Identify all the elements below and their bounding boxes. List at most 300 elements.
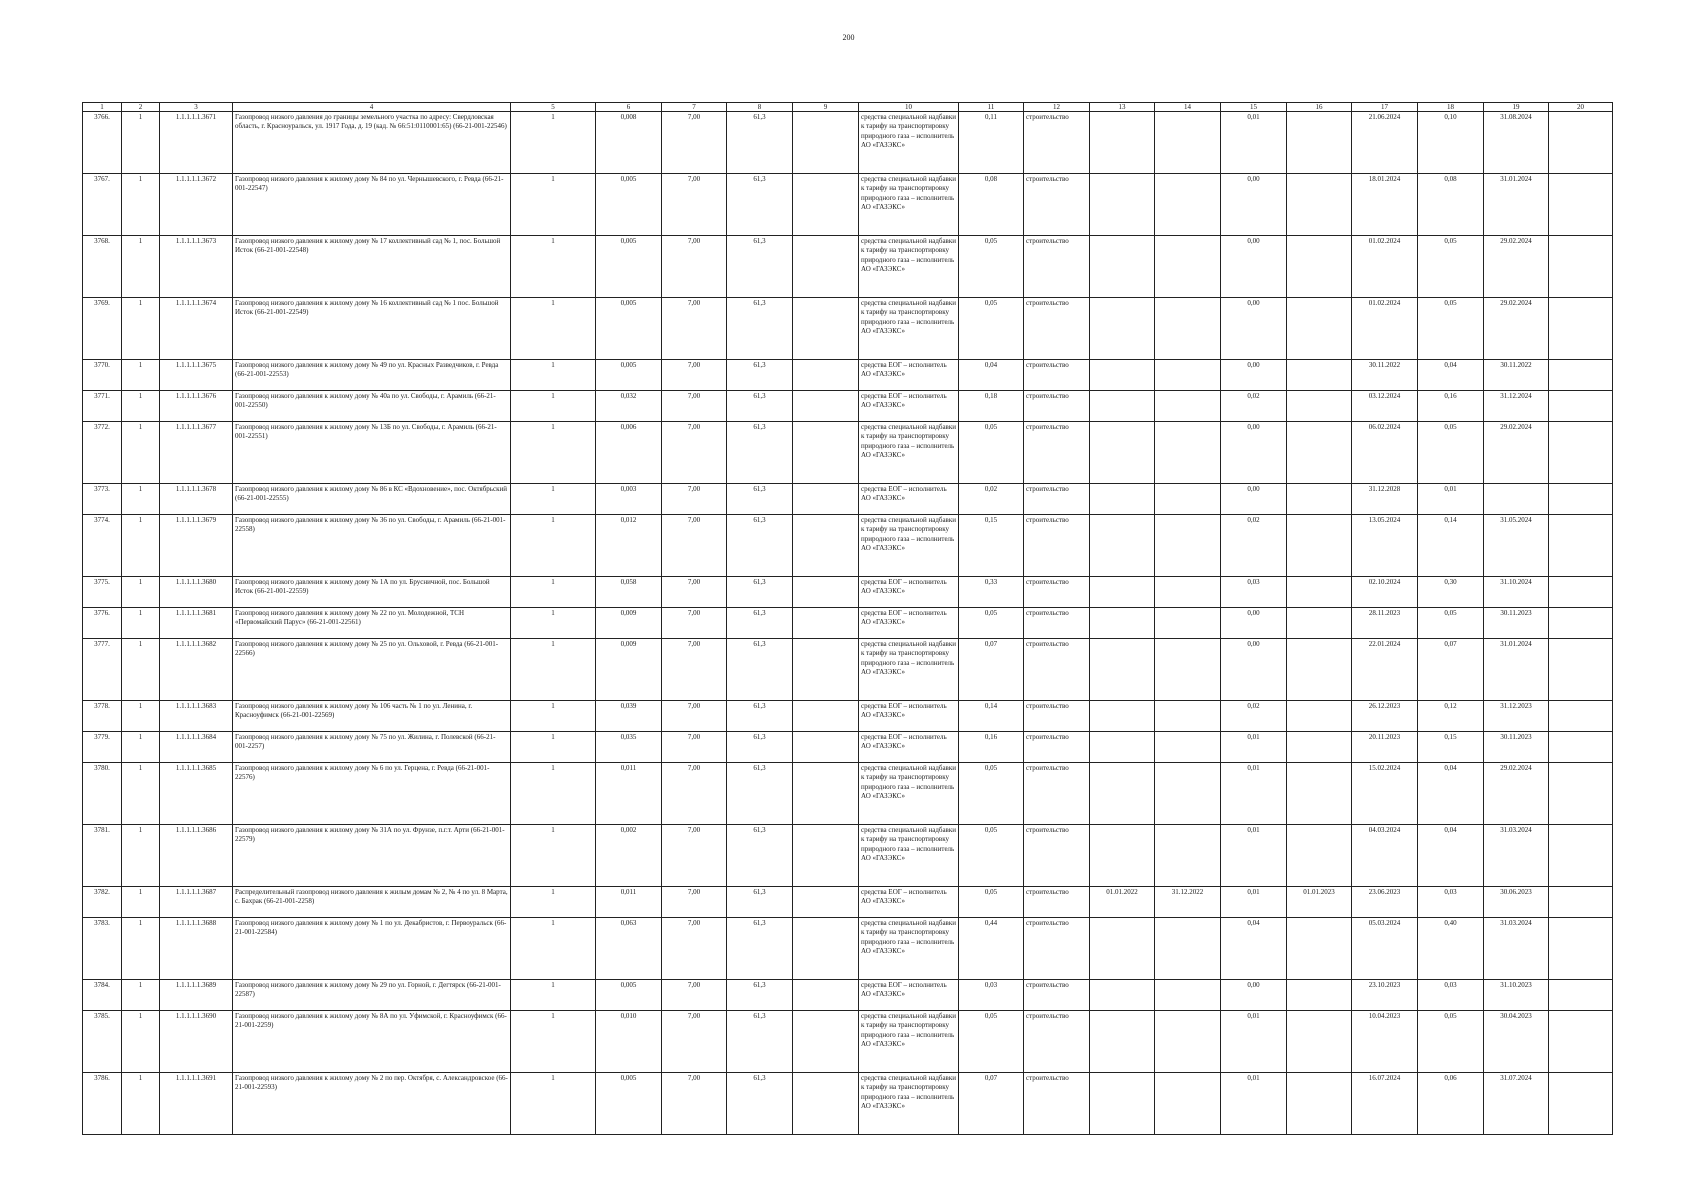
- object-description-cell: Газопровод низкого давления к жилому дому № 17 коллективный сад № 1, пос. Большой Исток (66-21-001-22548): [233, 236, 511, 298]
- row-number-cell: 3776.: [83, 608, 122, 639]
- cost-total-cell: 0,11: [959, 112, 1024, 174]
- pressure-cell: 7,00: [662, 1011, 727, 1073]
- cost-year-cell: 0,01: [1221, 1011, 1287, 1073]
- table-row: [83, 484, 1613, 515]
- completion-date-cell: 31.10.2024: [1484, 577, 1549, 608]
- col-2-cell: 1: [122, 639, 160, 701]
- table-row: [83, 980, 1613, 1011]
- completion-date-cell: 29.02.2024: [1484, 298, 1549, 360]
- start-date-cell: 01.01.2022: [1090, 887, 1155, 918]
- column-header-18: 18: [1418, 103, 1484, 112]
- col-2-cell: 1: [122, 112, 160, 174]
- start-date-2-cell: [1287, 732, 1352, 763]
- funding-source-cell: средства специальной надбавки к тарифу на транспортировку природного газа – исполнитель АО «ГАЗЭКС»: [859, 298, 959, 360]
- col-20-cell: [1549, 918, 1613, 980]
- item-code-cell: 1.1.1.1.1.3678: [160, 484, 233, 515]
- start-date-cell: [1090, 298, 1155, 360]
- item-code-cell: 1.1.1.1.1.3685: [160, 763, 233, 825]
- item-code-cell: 1.1.1.1.1.3674: [160, 298, 233, 360]
- table-row: [83, 577, 1613, 608]
- commission-date-cell: 23.10.2023: [1352, 980, 1418, 1011]
- item-code-cell: 1.1.1.1.1.3684: [160, 732, 233, 763]
- pressure-cell: 7,00: [662, 701, 727, 732]
- object-description-cell: Газопровод низкого давления к жилому дому № 16 коллективный сад № 1 пос. Большой Исток (66-21-001-22549): [233, 298, 511, 360]
- start-date-2-cell: [1287, 391, 1352, 422]
- funding-source-cell: средства ЕОГ – исполнитель АО «ГАЗЭКС»: [859, 577, 959, 608]
- page-number: 200: [842, 33, 855, 42]
- commission-date-cell: 31.12.2028: [1352, 484, 1418, 515]
- start-date-2-cell: [1287, 1073, 1352, 1135]
- col-2-cell: 1: [122, 732, 160, 763]
- commission-date-cell: 01.02.2024: [1352, 298, 1418, 360]
- work-type-cell: строительство: [1024, 918, 1090, 980]
- col-20-cell: [1549, 515, 1613, 577]
- object-description-cell: Газопровод низкого давления к жилому дому № 40а по ул. Свободы, г. Арамиль (66-21-001-22550): [233, 391, 511, 422]
- length-km-cell: 0,006: [596, 422, 662, 484]
- item-code-cell: 1.1.1.1.1.3677: [160, 422, 233, 484]
- item-code-cell: 1.1.1.1.1.3690: [160, 1011, 233, 1073]
- cost-year-cell: 0,00: [1221, 980, 1287, 1011]
- cost-remaining-cell: 0,16: [1418, 391, 1484, 422]
- col-5-cell: 1: [511, 515, 596, 577]
- col-20-cell: [1549, 701, 1613, 732]
- cost-total-cell: 0,05: [959, 236, 1024, 298]
- start-date-cell: [1090, 639, 1155, 701]
- col-2-cell: 1: [122, 236, 160, 298]
- cost-remaining-cell: 0,05: [1418, 1011, 1484, 1073]
- col-9-cell: [793, 639, 859, 701]
- cost-remaining-cell: 0,03: [1418, 980, 1484, 1011]
- work-type-cell: строительство: [1024, 887, 1090, 918]
- completion-date-cell: 31.01.2024: [1484, 639, 1549, 701]
- pressure-cell: 7,00: [662, 1073, 727, 1135]
- start-date-cell: [1090, 763, 1155, 825]
- col-5-cell: 1: [511, 608, 596, 639]
- pressure-cell: 7,00: [662, 825, 727, 887]
- commission-date-cell: 18.01.2024: [1352, 174, 1418, 236]
- object-description-cell: Газопровод низкого давления к жилому дому № 6 по ул. Герцена, г. Ревда (66-21-001-22576): [233, 763, 511, 825]
- col-5-cell: 1: [511, 763, 596, 825]
- end-date-cell: [1155, 360, 1221, 391]
- column-header-2: 2: [122, 103, 160, 112]
- cost-remaining-cell: 0,04: [1418, 763, 1484, 825]
- column-header-10: 10: [859, 103, 959, 112]
- column-header-14: 14: [1155, 103, 1221, 112]
- diameter-cell: 61,3: [727, 577, 793, 608]
- cost-total-cell: 0,33: [959, 577, 1024, 608]
- funding-source-cell: средства специальной надбавки к тарифу на транспортировку природного газа – исполнитель АО «ГАЗЭКС»: [859, 422, 959, 484]
- commission-date-cell: 10.04.2023: [1352, 1011, 1418, 1073]
- table-row: [83, 1011, 1613, 1073]
- diameter-cell: 61,3: [727, 639, 793, 701]
- col-9-cell: [793, 236, 859, 298]
- pressure-cell: 7,00: [662, 887, 727, 918]
- col-9-cell: [793, 174, 859, 236]
- length-km-cell: 0,063: [596, 918, 662, 980]
- funding-source-cell: средства специальной надбавки к тарифу на транспортировку природного газа – исполнитель АО «ГАЗЭКС»: [859, 112, 959, 174]
- col-20-cell: [1549, 360, 1613, 391]
- start-date-cell: [1090, 825, 1155, 887]
- col-2-cell: 1: [122, 298, 160, 360]
- commission-date-cell: 03.12.2024: [1352, 391, 1418, 422]
- column-header-3: 3: [160, 103, 233, 112]
- object-description-cell: Газопровод низкого давления к жилому дому № 1А по ул. Брусничной, пос. Большой Исток (66-21-001-22559): [233, 577, 511, 608]
- item-code-cell: 1.1.1.1.1.3689: [160, 980, 233, 1011]
- funding-source-cell: средства ЕОГ – исполнитель АО «ГАЗЭКС»: [859, 732, 959, 763]
- start-date-2-cell: [1287, 1011, 1352, 1073]
- cost-total-cell: 0,44: [959, 918, 1024, 980]
- end-date-cell: [1155, 112, 1221, 174]
- col-9-cell: [793, 484, 859, 515]
- column-number-row: [83, 103, 1613, 112]
- row-number-cell: 3778.: [83, 701, 122, 732]
- length-km-cell: 0,058: [596, 577, 662, 608]
- table-row: [83, 422, 1613, 484]
- start-date-2-cell: [1287, 918, 1352, 980]
- start-date-2-cell: [1287, 422, 1352, 484]
- cost-remaining-cell: 0,08: [1418, 174, 1484, 236]
- completion-date-cell: 31.12.2024: [1484, 391, 1549, 422]
- cost-remaining-cell: 0,04: [1418, 360, 1484, 391]
- funding-source-cell: средства специальной надбавки к тарифу на транспортировку природного газа – исполнитель АО «ГАЗЭКС»: [859, 236, 959, 298]
- table-row: [83, 887, 1613, 918]
- col-5-cell: 1: [511, 825, 596, 887]
- column-header-11: 11: [959, 103, 1024, 112]
- cost-total-cell: 0,08: [959, 174, 1024, 236]
- end-date-cell: [1155, 1011, 1221, 1073]
- col-2-cell: 1: [122, 701, 160, 732]
- work-type-cell: строительство: [1024, 112, 1090, 174]
- start-date-cell: [1090, 515, 1155, 577]
- cost-remaining-cell: 0,05: [1418, 608, 1484, 639]
- completion-date-cell: 30.11.2023: [1484, 732, 1549, 763]
- col-9-cell: [793, 1011, 859, 1073]
- end-date-cell: 31.12.2022: [1155, 887, 1221, 918]
- work-type-cell: строительство: [1024, 236, 1090, 298]
- cost-total-cell: 0,07: [959, 639, 1024, 701]
- length-km-cell: 0,009: [596, 639, 662, 701]
- col-5-cell: 1: [511, 1073, 596, 1135]
- cost-remaining-cell: 0,01: [1418, 484, 1484, 515]
- column-header-16: 16: [1287, 103, 1352, 112]
- object-description-cell: Газопровод низкого давления к жилому дому № 13Б по ул. Свободы, г. Арамиль (66-21-001-22551): [233, 422, 511, 484]
- completion-date-cell: 31.07.2024: [1484, 1073, 1549, 1135]
- funding-source-cell: средства специальной надбавки к тарифу на транспортировку природного газа – исполнитель АО «ГАЗЭКС»: [859, 639, 959, 701]
- col-5-cell: 1: [511, 639, 596, 701]
- cost-total-cell: 0,05: [959, 298, 1024, 360]
- end-date-cell: [1155, 732, 1221, 763]
- pressure-cell: 7,00: [662, 763, 727, 825]
- cost-year-cell: 0,00: [1221, 639, 1287, 701]
- funding-source-cell: средства ЕОГ – исполнитель АО «ГАЗЭКС»: [859, 484, 959, 515]
- col-9-cell: [793, 422, 859, 484]
- cost-remaining-cell: 0,30: [1418, 577, 1484, 608]
- cost-total-cell: 0,07: [959, 1073, 1024, 1135]
- table-row: [83, 639, 1613, 701]
- completion-date-cell: 30.06.2023: [1484, 887, 1549, 918]
- col-2-cell: 1: [122, 515, 160, 577]
- work-type-cell: строительство: [1024, 1011, 1090, 1073]
- col-20-cell: [1549, 732, 1613, 763]
- col-2-cell: 1: [122, 887, 160, 918]
- work-type-cell: строительство: [1024, 608, 1090, 639]
- cost-year-cell: 0,01: [1221, 763, 1287, 825]
- col-2-cell: 1: [122, 391, 160, 422]
- diameter-cell: 61,3: [727, 515, 793, 577]
- start-date-cell: [1090, 112, 1155, 174]
- diameter-cell: 61,3: [727, 763, 793, 825]
- pressure-cell: 7,00: [662, 174, 727, 236]
- start-date-cell: [1090, 1073, 1155, 1135]
- col-5-cell: 1: [511, 701, 596, 732]
- object-description-cell: Газопровод низкого давления к жилому дому № 2 по пер. Октября, с. Александровское (66-21-001-22593): [233, 1073, 511, 1135]
- work-type-cell: строительство: [1024, 763, 1090, 825]
- work-type-cell: строительство: [1024, 701, 1090, 732]
- diameter-cell: 61,3: [727, 825, 793, 887]
- length-km-cell: 0,002: [596, 825, 662, 887]
- item-code-cell: 1.1.1.1.1.3679: [160, 515, 233, 577]
- start-date-2-cell: [1287, 484, 1352, 515]
- start-date-cell: [1090, 701, 1155, 732]
- object-description-cell: Газопровод низкого давления к жилому дому № 75 по ул. Жилина, г. Полевской (66-21-001-2257): [233, 732, 511, 763]
- work-type-cell: строительство: [1024, 732, 1090, 763]
- col-5-cell: 1: [511, 484, 596, 515]
- length-km-cell: 0,032: [596, 391, 662, 422]
- item-code-cell: 1.1.1.1.1.3691: [160, 1073, 233, 1135]
- col-2-cell: 1: [122, 360, 160, 391]
- start-date-2-cell: [1287, 174, 1352, 236]
- completion-date-cell: 30.11.2022: [1484, 360, 1549, 391]
- commission-date-cell: 02.10.2024: [1352, 577, 1418, 608]
- start-date-2-cell: [1287, 112, 1352, 174]
- col-5-cell: 1: [511, 732, 596, 763]
- funding-source-cell: средства ЕОГ – исполнитель АО «ГАЗЭКС»: [859, 360, 959, 391]
- length-km-cell: 0,005: [596, 980, 662, 1011]
- commission-date-cell: 28.11.2023: [1352, 608, 1418, 639]
- row-number-cell: 3775.: [83, 577, 122, 608]
- col-20-cell: [1549, 639, 1613, 701]
- col-5-cell: 1: [511, 918, 596, 980]
- row-number-cell: 3768.: [83, 236, 122, 298]
- item-code-cell: 1.1.1.1.1.3683: [160, 701, 233, 732]
- commission-date-cell: 26.12.2023: [1352, 701, 1418, 732]
- column-header-13: 13: [1090, 103, 1155, 112]
- start-date-2-cell: [1287, 515, 1352, 577]
- diameter-cell: 61,3: [727, 236, 793, 298]
- diameter-cell: 61,3: [727, 918, 793, 980]
- completion-date-cell: 29.02.2024: [1484, 236, 1549, 298]
- work-type-cell: строительство: [1024, 174, 1090, 236]
- cost-remaining-cell: 0,05: [1418, 236, 1484, 298]
- col-9-cell: [793, 391, 859, 422]
- length-km-cell: 0,003: [596, 484, 662, 515]
- row-number-cell: 3777.: [83, 639, 122, 701]
- col-20-cell: [1549, 112, 1613, 174]
- diameter-cell: 61,3: [727, 980, 793, 1011]
- object-description-cell: Газопровод низкого давления к жилому дому № 84 по ул. Чернышевского, г. Ревда (66-21-001-22547): [233, 174, 511, 236]
- object-description-cell: Газопровод низкого давления до границы земельного участка по адресу: Свердловская область, г. Красноуральск, ул. 1917 Года, д. 19 (кад. № 66:51:0110001:65) (66-21-001-22546): [233, 112, 511, 174]
- column-header-4: 4: [233, 103, 511, 112]
- start-date-2-cell: [1287, 236, 1352, 298]
- cost-year-cell: 0,00: [1221, 236, 1287, 298]
- col-5-cell: 1: [511, 577, 596, 608]
- object-description-cell: Газопровод низкого давления к жилому дому № 106 часть № 1 по ул. Ленина, г. Красноуфимск (66-21-001-22569): [233, 701, 511, 732]
- col-2-cell: 1: [122, 577, 160, 608]
- end-date-cell: [1155, 701, 1221, 732]
- col-9-cell: [793, 112, 859, 174]
- cost-year-cell: 0,01: [1221, 1073, 1287, 1135]
- cost-remaining-cell: 0,07: [1418, 639, 1484, 701]
- object-description-cell: Газопровод низкого давления к жилому дому № 8А по ул. Уфимской, г. Красноуфимск (66-21-001-2259): [233, 1011, 511, 1073]
- col-5-cell: 1: [511, 174, 596, 236]
- cost-year-cell: 0,00: [1221, 484, 1287, 515]
- col-20-cell: [1549, 608, 1613, 639]
- commission-date-cell: 15.02.2024: [1352, 763, 1418, 825]
- cost-total-cell: 0,02: [959, 484, 1024, 515]
- object-description-cell: Газопровод низкого давления к жилому дому № 86 в КС «Вдохновение», пос. Октябрьский (66-21-001-22555): [233, 484, 511, 515]
- end-date-cell: [1155, 391, 1221, 422]
- funding-source-cell: средства специальной надбавки к тарифу на транспортировку природного газа – исполнитель АО «ГАЗЭКС»: [859, 1073, 959, 1135]
- col-5-cell: 1: [511, 298, 596, 360]
- commission-date-cell: 20.11.2023: [1352, 732, 1418, 763]
- item-code-cell: 1.1.1.1.1.3687: [160, 887, 233, 918]
- col-5-cell: 1: [511, 980, 596, 1011]
- cost-remaining-cell: 0,15: [1418, 732, 1484, 763]
- row-number-cell: 3782.: [83, 887, 122, 918]
- length-km-cell: 0,005: [596, 1073, 662, 1135]
- length-km-cell: 0,010: [596, 1011, 662, 1073]
- start-date-cell: [1090, 608, 1155, 639]
- cost-year-cell: 0,01: [1221, 732, 1287, 763]
- cost-remaining-cell: 0,05: [1418, 422, 1484, 484]
- cost-remaining-cell: 0,05: [1418, 298, 1484, 360]
- commission-date-cell: 21.06.2024: [1352, 112, 1418, 174]
- cost-year-cell: 0,02: [1221, 515, 1287, 577]
- column-header-19: 19: [1484, 103, 1549, 112]
- col-9-cell: [793, 515, 859, 577]
- cost-total-cell: 0,05: [959, 422, 1024, 484]
- col-5-cell: 1: [511, 422, 596, 484]
- column-header-12: 12: [1024, 103, 1090, 112]
- start-date-cell: [1090, 174, 1155, 236]
- end-date-cell: [1155, 298, 1221, 360]
- col-20-cell: [1549, 1011, 1613, 1073]
- object-description-cell: Газопровод низкого давления к жилому дому № 25 по ул. Ольховой, г. Ревда (66-21-001-22566): [233, 639, 511, 701]
- end-date-cell: [1155, 763, 1221, 825]
- funding-source-cell: средства ЕОГ – исполнитель АО «ГАЗЭКС»: [859, 608, 959, 639]
- start-date-cell: [1090, 577, 1155, 608]
- start-date-cell: [1090, 1011, 1155, 1073]
- commission-date-cell: 30.11.2022: [1352, 360, 1418, 391]
- col-9-cell: [793, 980, 859, 1011]
- funding-source-cell: средства специальной надбавки к тарифу на транспортировку природного газа – исполнитель АО «ГАЗЭКС»: [859, 918, 959, 980]
- completion-date-cell: 29.02.2024: [1484, 422, 1549, 484]
- cost-total-cell: 0,05: [959, 1011, 1024, 1073]
- completion-date-cell: 31.08.2024: [1484, 112, 1549, 174]
- table-row: [83, 608, 1613, 639]
- cost-year-cell: 0,00: [1221, 422, 1287, 484]
- row-number-cell: 3770.: [83, 360, 122, 391]
- cost-remaining-cell: 0,40: [1418, 918, 1484, 980]
- cost-year-cell: 0,01: [1221, 887, 1287, 918]
- row-number-cell: 3780.: [83, 763, 122, 825]
- end-date-cell: [1155, 484, 1221, 515]
- column-header-15: 15: [1221, 103, 1287, 112]
- diameter-cell: 61,3: [727, 608, 793, 639]
- col-9-cell: [793, 608, 859, 639]
- length-km-cell: 0,005: [596, 174, 662, 236]
- cost-year-cell: 0,04: [1221, 918, 1287, 980]
- column-header-5: 5: [511, 103, 596, 112]
- commission-date-cell: 22.01.2024: [1352, 639, 1418, 701]
- funding-source-cell: средства ЕОГ – исполнитель АО «ГАЗЭКС»: [859, 887, 959, 918]
- table-row: [83, 918, 1613, 980]
- col-2-cell: 1: [122, 608, 160, 639]
- length-km-cell: 0,039: [596, 701, 662, 732]
- completion-date-cell: 31.05.2024: [1484, 515, 1549, 577]
- completion-date-cell: [1484, 484, 1549, 515]
- item-code-cell: 1.1.1.1.1.3675: [160, 360, 233, 391]
- diameter-cell: 61,3: [727, 1073, 793, 1135]
- col-20-cell: [1549, 422, 1613, 484]
- column-header-6: 6: [596, 103, 662, 112]
- table-row: [83, 360, 1613, 391]
- funding-source-cell: средства специальной надбавки к тарифу на транспортировку природного газа – исполнитель АО «ГАЗЭКС»: [859, 515, 959, 577]
- start-date-cell: [1090, 918, 1155, 980]
- start-date-2-cell: [1287, 701, 1352, 732]
- completion-date-cell: 31.10.2023: [1484, 980, 1549, 1011]
- col-9-cell: [793, 360, 859, 391]
- item-code-cell: 1.1.1.1.1.3680: [160, 577, 233, 608]
- work-type-cell: строительство: [1024, 391, 1090, 422]
- pressure-cell: 7,00: [662, 639, 727, 701]
- diameter-cell: 61,3: [727, 112, 793, 174]
- cost-total-cell: 0,03: [959, 980, 1024, 1011]
- commission-date-cell: 04.03.2024: [1352, 825, 1418, 887]
- col-9-cell: [793, 1073, 859, 1135]
- start-date-cell: [1090, 360, 1155, 391]
- cost-year-cell: 0,01: [1221, 825, 1287, 887]
- end-date-cell: [1155, 639, 1221, 701]
- funding-source-cell: средства ЕОГ – исполнитель АО «ГАЗЭКС»: [859, 701, 959, 732]
- pressure-cell: 7,00: [662, 484, 727, 515]
- length-km-cell: 0,008: [596, 112, 662, 174]
- cost-year-cell: 0,02: [1221, 391, 1287, 422]
- start-date-cell: [1090, 391, 1155, 422]
- col-5-cell: 1: [511, 1011, 596, 1073]
- col-20-cell: [1549, 174, 1613, 236]
- item-code-cell: 1.1.1.1.1.3673: [160, 236, 233, 298]
- col-20-cell: [1549, 484, 1613, 515]
- pressure-cell: 7,00: [662, 422, 727, 484]
- col-9-cell: [793, 763, 859, 825]
- cost-year-cell: 0,03: [1221, 577, 1287, 608]
- cost-year-cell: 0,00: [1221, 174, 1287, 236]
- row-number-cell: 3774.: [83, 515, 122, 577]
- col-20-cell: [1549, 980, 1613, 1011]
- work-type-cell: строительство: [1024, 577, 1090, 608]
- pressure-cell: 7,00: [662, 236, 727, 298]
- completion-date-cell: 31.03.2024: [1484, 918, 1549, 980]
- item-code-cell: 1.1.1.1.1.3671: [160, 112, 233, 174]
- length-km-cell: 0,035: [596, 732, 662, 763]
- col-2-cell: 1: [122, 980, 160, 1011]
- length-km-cell: 0,005: [596, 236, 662, 298]
- cost-remaining-cell: 0,12: [1418, 701, 1484, 732]
- col-20-cell: [1549, 236, 1613, 298]
- table-row: [83, 236, 1613, 298]
- pressure-cell: 7,00: [662, 608, 727, 639]
